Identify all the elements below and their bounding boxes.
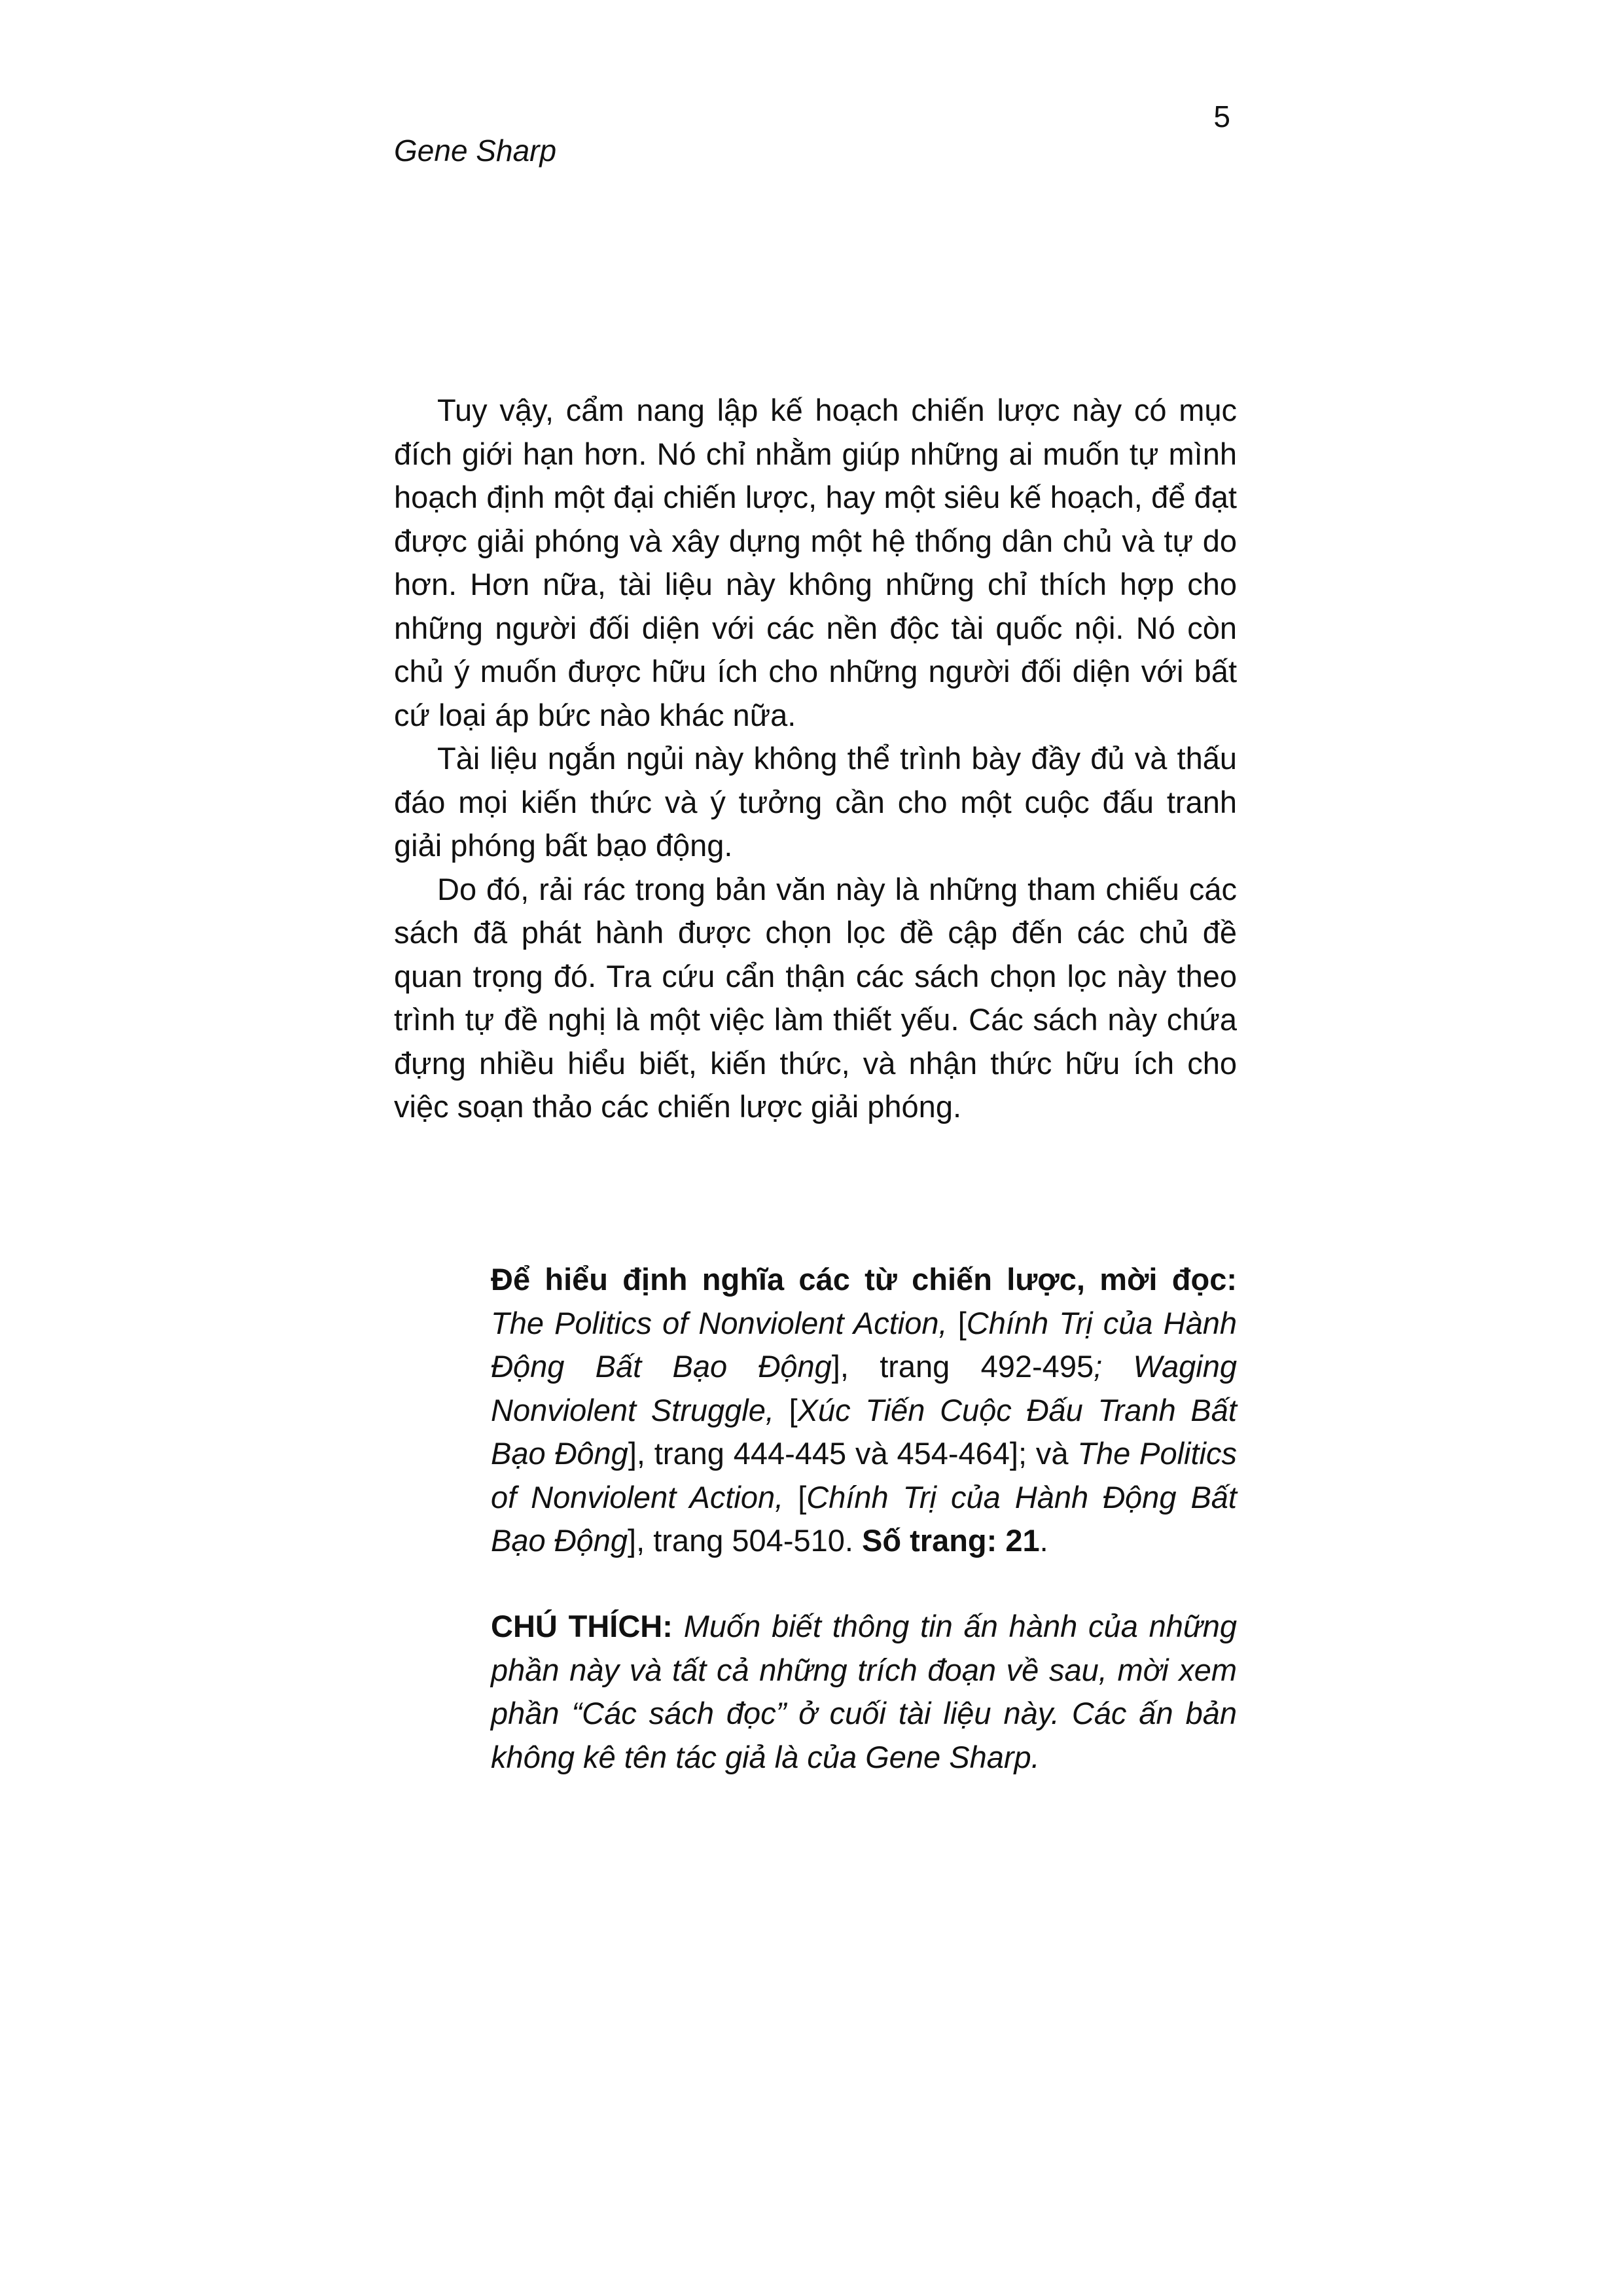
body-text (394, 389, 1237, 1129)
page-range: ], trang 504-510. (628, 1523, 863, 1558)
note-label: CHÚ THÍCH: (491, 1609, 673, 1643)
bracket: [ (947, 1305, 967, 1340)
note (491, 1605, 1237, 1779)
note-text (491, 1605, 1237, 1779)
book-title-vietnamese: Chính Trị của Hành Động Bất Bạo Động (491, 1305, 1238, 1384)
book-title-vietnamese: Chính Trị của Hành Động Bất Bạo Động (491, 1479, 1237, 1558)
page-range: ], trang 444-445 và 454-464]; và (628, 1436, 1078, 1471)
suggested-reading-text (491, 1258, 1237, 1563)
suggested-reading (491, 1258, 1237, 1563)
page-range: ], trang 492-495 (831, 1349, 1094, 1384)
book-title-vietnamese: Xúc Tiến Cuộc Đấu Tranh Bất Bạo Đông (491, 1392, 1237, 1471)
running-header: Gene Sharp (394, 134, 557, 168)
book-title: Waging Nonviolent Struggle, (491, 1349, 1237, 1427)
period: . (1039, 1523, 1048, 1558)
reading-heading: Để hiểu định nghĩa các từ chiến lược, mời đọc: (491, 1262, 1237, 1297)
page-count: Số trang: 21 (862, 1523, 1040, 1558)
book-title: The Politics of Nonviolent Action, (491, 1305, 948, 1340)
page-number: 5 (1213, 99, 1230, 134)
paragraph: Tài liệu ngắn ngủi này không thể trình bày đầy đủ và thấu đáo mọi kiến thức và ý tưởng cần cho một cuộc đấu tranh giải phóng bất bạo động. (394, 741, 1237, 863)
paragraph: Tuy vậy, cẩm nang lập kế hoạch chiến lược này có mục đích giới hạn hơn. Nó chỉ nhằm giúp những ai muốn tự mình hoạch định một đại chiến lược, hay một siêu kế hoạch, để đạt được giải phóng và xây dựng một hệ thống dân chủ và tự do hơn. Hơn nữa, tài liệu này không những chỉ thích hợp cho những người đối diện với các nền độc tài quốc nội. Nó còn chủ ý muốn được hữu ích cho những người đối diện với bất cứ loại áp bức nào khác nữa. (394, 393, 1237, 732)
book-title: The Politics of Nonviolent Action, (491, 1436, 1238, 1515)
paragraph: Do đó, rải rác trong bản văn này là những tham chiếu các sách đã phát hành được chọn lọc đề cập đến các chủ đề quan trọng đó. Tra cứu cẩn thận các sách chọn lọc này theo trình tự đề nghị là một việc làm thiết yếu. Các sách này chứa đựng nhiều hiểu biết, kiến thức, và nhận thức hữu ích cho việc soạn thảo các chiến lược giải phóng. (394, 871, 1237, 1124)
bracket: [ (783, 1479, 807, 1515)
separator: ; (1094, 1349, 1133, 1384)
note-body: Muốn biết thông tin ấn hành của những phần này và tất cả những trích đoạn về sau, mời xem phần “Các sách đọc” ở cuối tài liệu này. Các ấn bản không kê tên tác giả là của Gene Sharp. (491, 1609, 1237, 1774)
bracket: [ (774, 1392, 798, 1427)
